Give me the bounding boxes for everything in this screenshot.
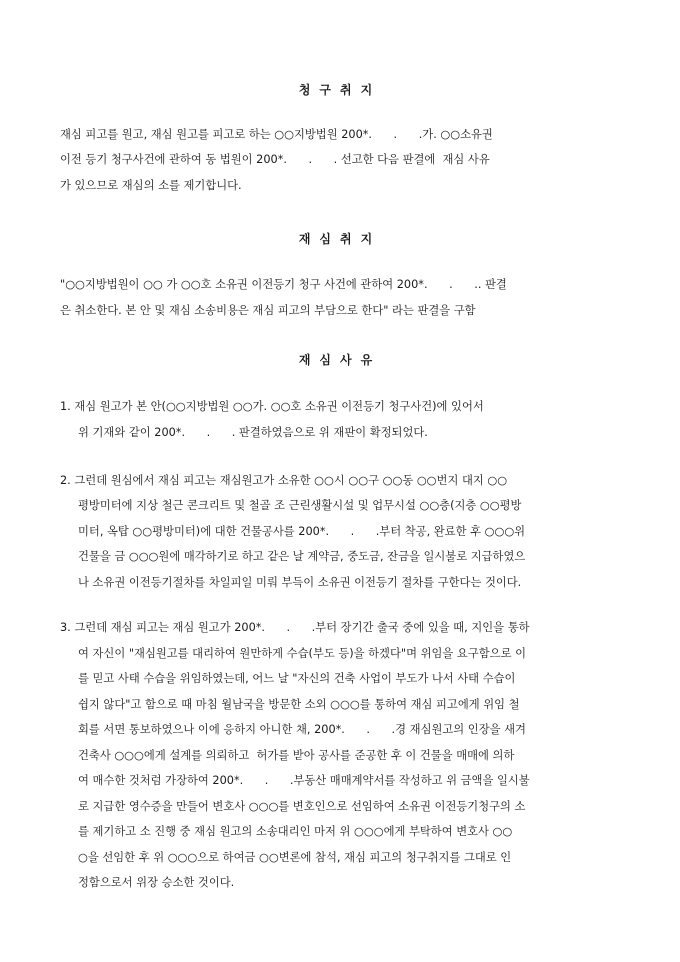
- heading-retrial-grounds: 재심사유: [298, 353, 382, 367]
- grounds-item-2-line: 미터, 옥탑 ○○평방미터)에 대한 건물공사를 200*. . .부터 착공, 완료한 후 ○○○위: [78, 525, 526, 538]
- grounds-item-2-line: 나 소유권 이전등기절차를 차일피일 미뤄 부득이 소유권 이전등기 절차를 구한다는 것이다.: [78, 576, 522, 589]
- retrial-purpose-line: "○○지방법원이 ○○ 가 ○○호 소유권 이전등기 청구 사건에 관하여 200*. . .. 판결: [60, 278, 507, 291]
- grounds-item-3-line: ○을 선임한 후 위 ○○○으로 하여금 ○○변론에 참석, 재심 피고의 청구취지를 그대로 인: [78, 851, 512, 864]
- grounds-item-3-line: 를 제기하고 소 진행 중 재심 원고의 소송대리인 마저 위 ○○○에게 부탁하여 변호사 ○○: [78, 825, 513, 838]
- claim-purpose-line: 가 있으므로 재심의 소를 제기합니다.: [60, 179, 242, 192]
- retrial-purpose-line: 은 취소한다. 본 안 및 재심 소송비용은 재심 피고의 부담으로 한다" 라는 판결을 구함: [60, 304, 476, 317]
- heading-claim-purpose: 청구취지: [298, 83, 382, 97]
- heading-retrial-purpose: 재심취지: [298, 232, 382, 246]
- grounds-item-3-line: 회를 서면 통보하였으나 이에 응하지 아니한 채, 200*. . .경 재심원고의 인장을 새겨: [78, 723, 526, 736]
- grounds-item-3-line: 를 믿고 사태 수습을 위임하였는데, 어느 날 "자신의 건축 사업이 부도가 나서 사태 수습이: [78, 672, 516, 685]
- claim-purpose-line: 이전 등기 청구사건에 관하여 동 법원이 200*. . . 선고한 다음 판결에 재심 사유: [60, 153, 490, 166]
- grounds-item-2-line: 건물을 금 ○○○원에 매각하기로 하고 같은 날 계약금, 중도금, 잔금을 일시불로 지급하였으: [78, 550, 526, 563]
- grounds-item-2-line: 2. 그런데 원심에서 재심 피고는 재심원고가 소유한 ○○시 ○○구 ○○동 ○○번지 대지 ○○: [60, 474, 508, 487]
- grounds-item-3-line: 3. 그런데 재심 피고는 재심 원고가 200*. . .부터 장기간 출국 중에 있을 때, 지인을 통하: [60, 621, 530, 634]
- grounds-item-3-line: 여 매수한 것처럼 가장하여 200*. . .부동산 매매계약서를 작성하고 위 금액을 일시불: [78, 774, 530, 787]
- grounds-item-3-line: 정함으로서 위장 승소한 것이다.: [78, 876, 235, 889]
- grounds-item-3-line: 로 지급한 영수증을 만들어 변호사 ○○○를 변호인으로 선임하여 소유권 이전등기청구의 소: [78, 800, 526, 813]
- grounds-item-3-line: 쉽지 않다"고 함으로 때 마침 월남국을 방문한 소외 ○○○를 통하여 재심 피고에게 위임 철: [78, 698, 520, 711]
- grounds-item-2-line: 평방미터에 지상 철근 콘크리트 및 철골 조 근린생활시설 및 업무시설 ○○층(지층 ○○평방: [78, 499, 522, 512]
- grounds-item-3-line: 건축사 ○○○에게 설계를 의뢰하고 허가를 받아 공사를 준공한 후 이 건물을 매매에 의하: [78, 749, 515, 762]
- grounds-item-3-line: 여 자신이 "재심원고를 대리하여 원만하게 수습(부도 등)을 하겠다"며 위임을 요구함으로 이: [78, 647, 526, 660]
- grounds-item-1-line: 1. 재심 원고가 본 안(○○지방법원 ○○가. ○○호 소유권 이전등기 청구사건)에 있어서: [60, 400, 484, 413]
- claim-purpose-line: 재심 피고를 원고, 재심 원고를 피고로 하는 ○○지방법원 200*. . .가. ○○소유권: [60, 128, 493, 141]
- grounds-item-1-line: 위 기재와 같이 200*. . . 판결하였음으로 위 재판이 확정되었다.: [78, 426, 428, 439]
